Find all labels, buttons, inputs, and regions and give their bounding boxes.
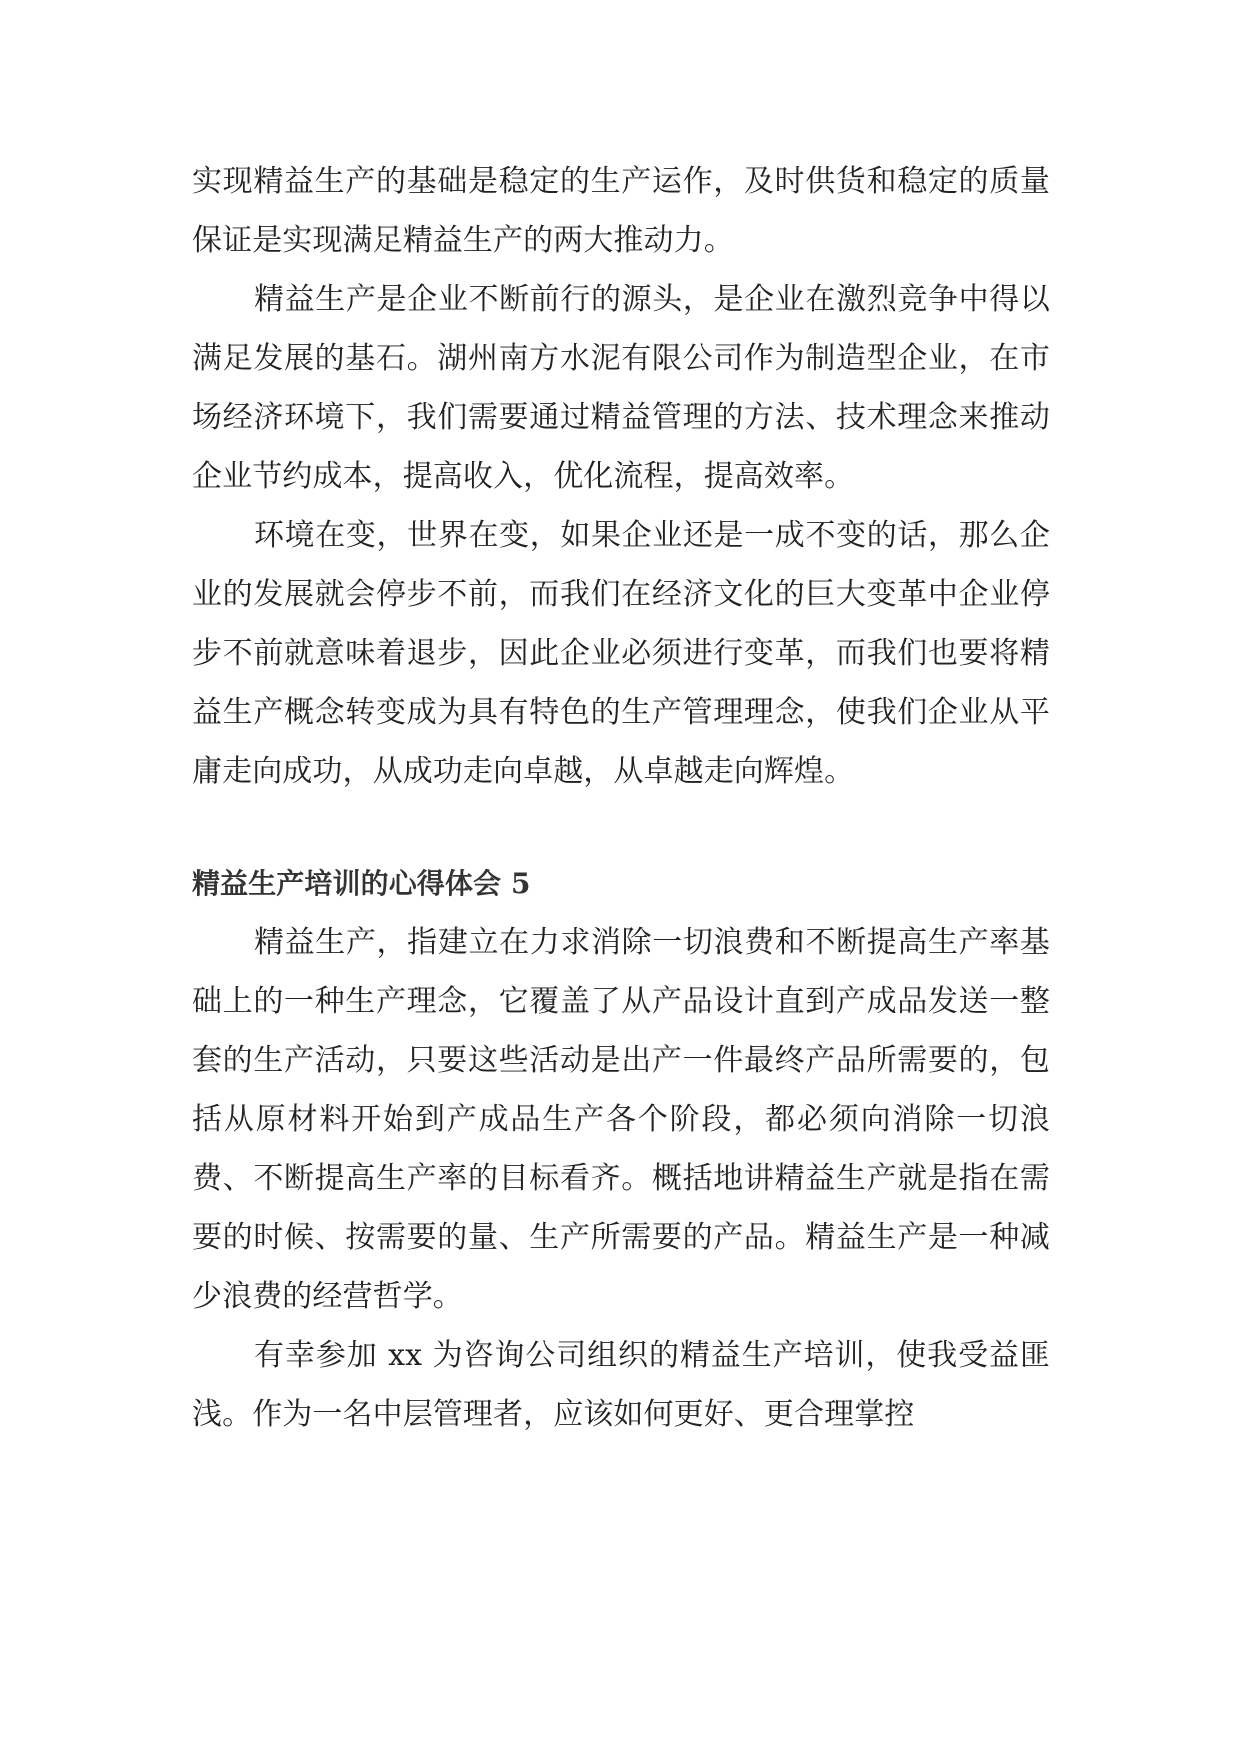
paragraph-1: 实现精益生产的基础是稳定的生产运作，及时供货和稳定的质量保证是实现满足精益生产的两大推动力。 — [192, 164, 1050, 258]
paragraph-5: 有幸参加 xx 为咨询公司组织的精益生产培训，使我受益匪浅。作为一名中层管理者，应该如何更好、更合理掌控 — [192, 1338, 1050, 1432]
section-heading: 精益生产培训的心得体会 5 — [192, 867, 531, 900]
document-page — [192, 152, 1050, 1444]
paragraph-3: 环境在变，世界在变，如果企业还是一成不变的话，那么企业的发展就会停步不前，而我们在经济文化的巨大变革中企业停步不前就意味着退步，因此企业必须进行变革，而我们也要将精益生产概念转变成为具有特色的生产管理理念，使我们企业从平庸走向成功，从成功走向卓越，从卓越走向辉煌。 — [192, 518, 1050, 789]
paragraph-4: 精益生产，指建立在力求消除一切浪费和不断提高生产率基础上的一种生产理念，它覆盖了从产品设计直到产成品发送一整套的生产活动，只要这些活动是出产一件最终产品所需要的，包括从原材料开始到产成品生产各个阶段，都必须向消除一切浪费、不断提高生产率的目标看齐。概括地讲精益生产就是指在需要的时候、按需要的量、生产所需要的产品。精益生产是一种减少浪费的经营哲学。 — [192, 925, 1050, 1314]
paragraph-2: 精益生产是企业不断前行的源头，是企业在激烈竞争中得以满足发展的基石。湖州南方水泥有限公司作为制造型企业，在市场经济环境下，我们需要通过精益管理的方法、技术理念来推动企业节约成本，提高收入，优化流程，提高效率。 — [192, 282, 1050, 494]
